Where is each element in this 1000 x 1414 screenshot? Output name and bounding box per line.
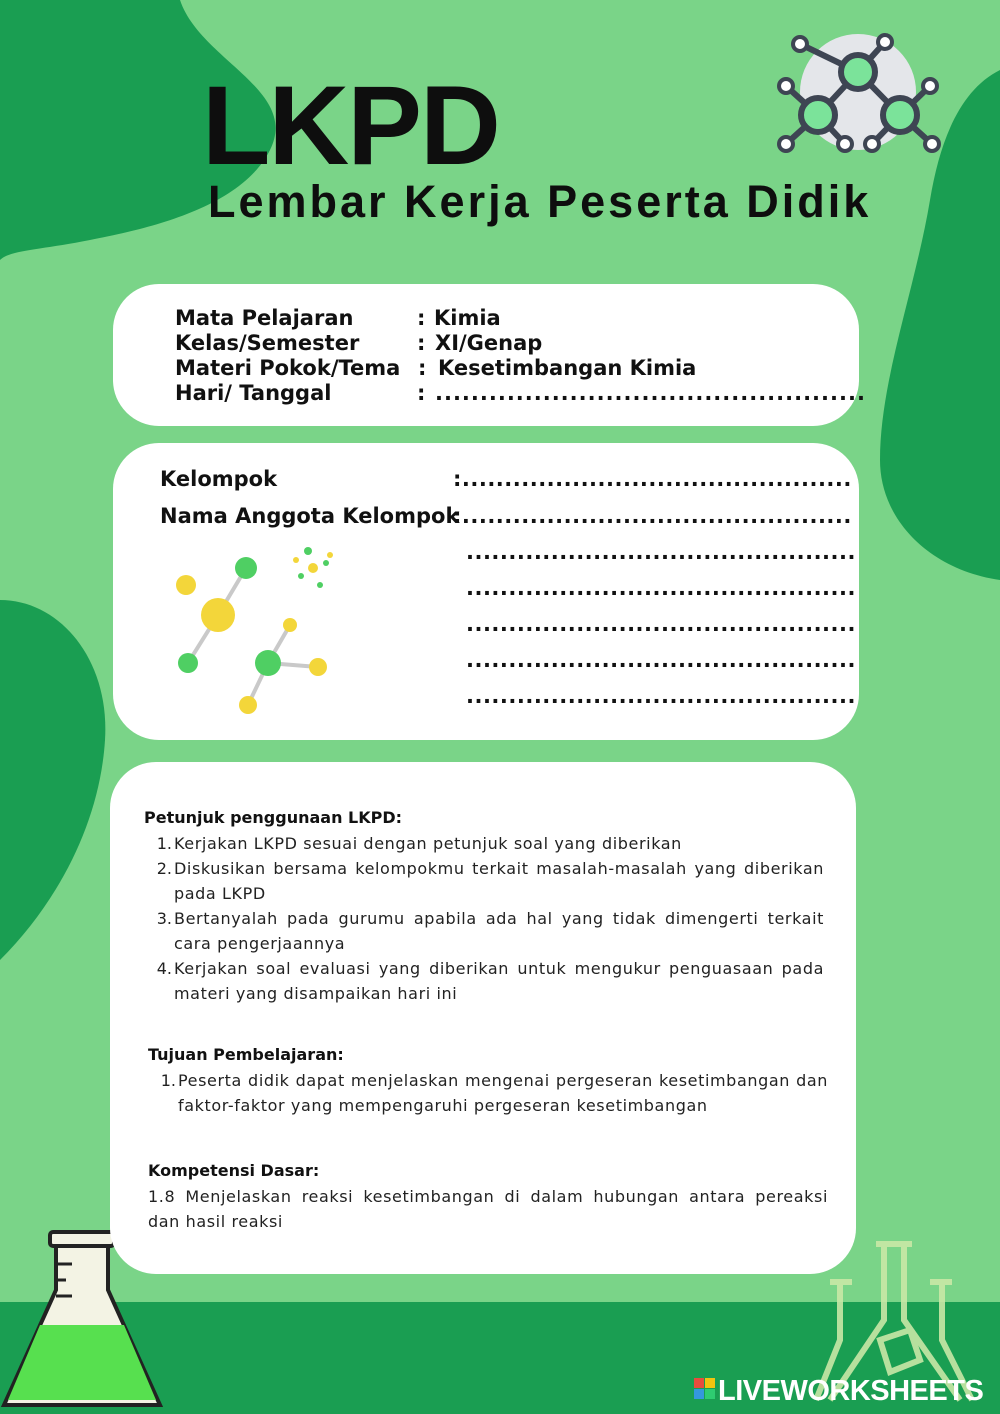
info-label: Hari/ Tanggal bbox=[175, 381, 332, 405]
subject-info-card bbox=[113, 284, 866, 426]
kompetensi-text: 1.8 Menjelaskan reaksi kesetimbangan di dalam hubungan antara pereaksi dan hasil reaksi bbox=[148, 1187, 828, 1231]
petunjuk-heading: Petunjuk penggunaan LKPD: bbox=[144, 808, 403, 827]
members-label: Nama Anggota Kelompok bbox=[160, 504, 460, 528]
info-label: Mata Pelajaran bbox=[175, 306, 354, 330]
info-value: Kimia bbox=[434, 306, 501, 330]
info-value: XI/Genap bbox=[435, 331, 543, 355]
tujuan-heading: Tujuan Pembelajaran: bbox=[148, 1045, 344, 1064]
member-blank-line[interactable]: .............................................. bbox=[466, 684, 856, 708]
info-colon: : bbox=[417, 331, 426, 355]
info-colon: : bbox=[417, 306, 426, 330]
kompetensi-heading: Kompetensi Dasar: bbox=[148, 1161, 320, 1180]
member-blank-line[interactable]: .............................................. bbox=[466, 648, 856, 672]
petunjuk-list bbox=[142, 831, 824, 1006]
group-label: Kelompok bbox=[160, 467, 278, 491]
member-blank-line[interactable]: .............................................. bbox=[466, 540, 856, 564]
info-label: Materi Pokok/Tema bbox=[175, 356, 401, 380]
page-subtitle: Lembar Kerja Peserta Didik bbox=[208, 176, 872, 227]
group-info-card bbox=[113, 443, 859, 740]
molecule-network-icon bbox=[779, 34, 939, 151]
info-colon: : bbox=[417, 381, 426, 405]
info-colon: : bbox=[418, 356, 427, 380]
watermark: LIVEWORKSHEETS bbox=[718, 1375, 984, 1407]
member-blank-line[interactable]: .............................................. bbox=[466, 612, 856, 636]
liveworksheets-logo-icon bbox=[694, 1378, 716, 1400]
list-item: 1. Peserta didik dapat menjelaskan mengenai pergeseran kesetimbangan dan faktor-faktor yang mempengaruhi pergeseran kesetimbangan bbox=[160, 1071, 828, 1115]
left-blob bbox=[0, 600, 105, 960]
list-item: 2. Diskusikan bersama kelompokmu terkait masalah-masalah yang diberikan pada LKPD bbox=[156, 859, 824, 903]
page-title: LKPD bbox=[202, 63, 499, 188]
group-blank-line[interactable]: :.............................................. bbox=[453, 467, 852, 491]
info-value: Kesetimbangan Kimia bbox=[438, 356, 697, 380]
list-item: 3. Bertanyalah pada gurumu apabila ada hal yang tidak dimengerti terkait cara pengerjaannya bbox=[156, 909, 824, 953]
member-blank-line[interactable]: :.............................................. bbox=[453, 504, 852, 528]
molecule-model-icon bbox=[168, 543, 348, 718]
date-blank-line[interactable]: ................................................ bbox=[435, 381, 866, 405]
tujuan-list bbox=[146, 1068, 828, 1118]
list-item: 1. Kerjakan LKPD sesuai dengan petunjuk soal yang diberikan bbox=[156, 834, 682, 853]
instructions-card bbox=[110, 762, 856, 1274]
list-item: 4. Kerjakan soal evaluasi yang diberikan untuk mengukur penguasaan pada materi yang disampaikan hari ini bbox=[156, 959, 824, 1003]
member-blank-line[interactable]: .............................................. bbox=[466, 576, 856, 600]
info-label: Kelas/Semester bbox=[175, 331, 360, 355]
